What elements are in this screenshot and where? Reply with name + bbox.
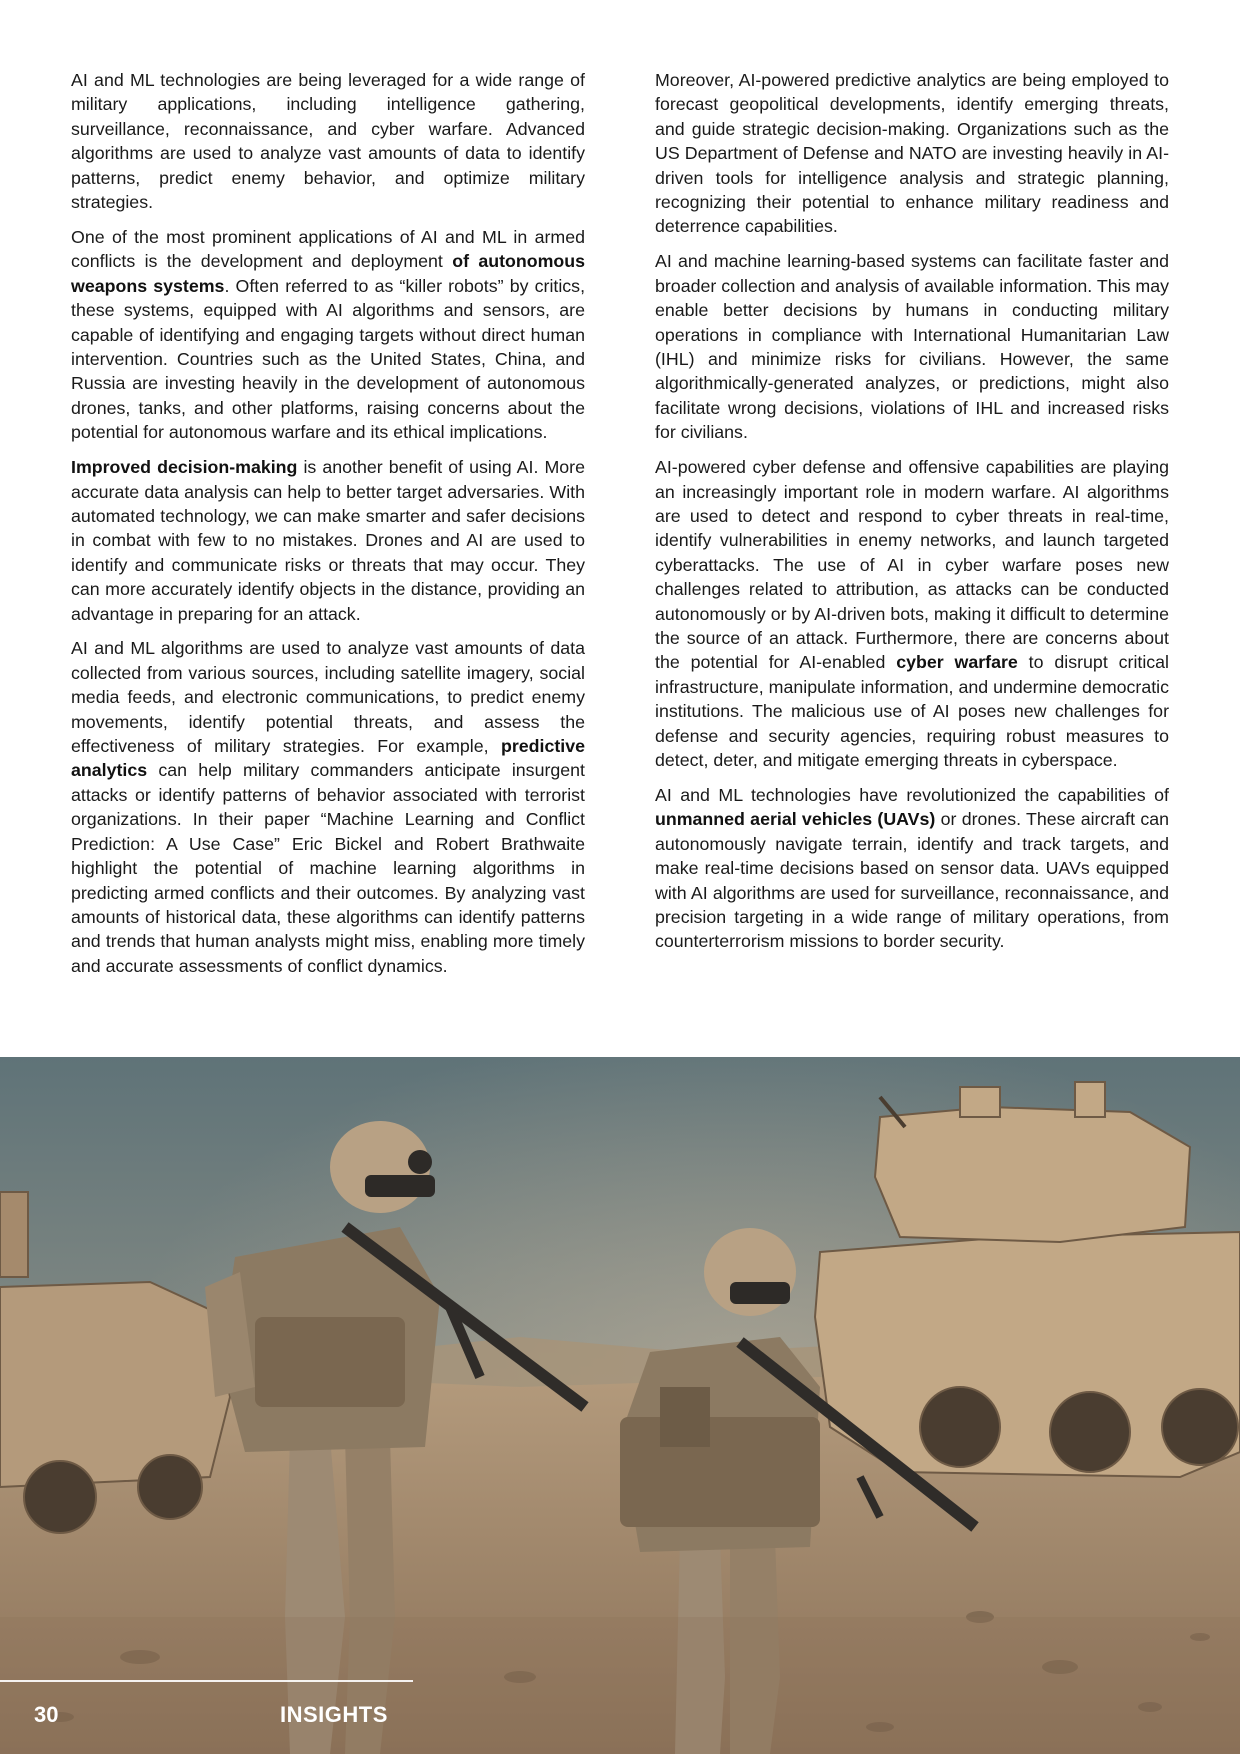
text-run: can help military commanders anticipate insurgent attacks or identify patterns of behavior associated with terrorist organizations. In their paper “Machine Learning and Conflict Prediction: A Use Case” Eric Bickel and Robert Brathwaite highlight the potential of machine learning algorithms in predicting armed conflicts and their outcomes. By analyzing vast amounts of historical data, these algorithms can identify patterns and trends that human analysts might miss, enabling more timely and accurate assessments of conflict dynamics. <box>71 760 585 976</box>
paragraph <box>655 68 1169 239</box>
bold-term: of autonomous weapons systems <box>71 251 585 296</box>
paragraph <box>71 68 585 214</box>
text-run: is another benefit of using AI. More accurate data analysis can help to better target adversaries. With automated technology, we can make smarter and safer decisions in combat with few to no mistakes. Drones and AI are used to identify and communicate risks or threats that may occur. They can more accurately identify objects in the distance, providing an advantage in preparing for an attack. <box>71 457 585 624</box>
text-run: AI and ML algorithms are used to analyze vast amounts of data collected from various sources, including satellite imagery, social media feeds, and electronic communications, to predict enemy movements, identify potential threats, and assess the effectiveness of military strategies. For example, <box>71 638 585 757</box>
article-body <box>71 68 1169 1013</box>
section-label: INSIGHTS <box>280 1702 388 1727</box>
footer-rule <box>0 1680 413 1682</box>
text-run: AI and ML technologies have revolutionized the capabilities of <box>655 784 1169 805</box>
text-run: or drones. These aircraft can autonomously navigate terrain, identify and track targets, and make real-time decisions based on sensor data. UAVs equipped with AI algorithms are used for surveillance, reconnaissance, and precision targeting in a wide range of military operations, from counterterrorism missions to border security. <box>655 809 1169 952</box>
left-column <box>71 68 585 1013</box>
paragraph <box>655 249 1169 444</box>
paragraph <box>655 455 1169 772</box>
bold-term: Improved decision-making <box>71 457 298 478</box>
page-number: 30 <box>34 1702 59 1727</box>
armored-vehicle-right <box>815 1082 1240 1477</box>
text-run: AI and machine learning-based systems can facilitate faster and broader collection and analysis of available information. This may enable better decisions by humans in conducting military operations in compliance with International Humanitarian Law (IHL) and minimize risks for civilians. However, the same algorithmically-generated analyzes, or predictions, might also facilitate wrong decisions, violations of IHL and increased risks for civilians. <box>655 251 1169 443</box>
paragraph <box>71 455 585 626</box>
bold-term: cyber warfare <box>896 652 1018 673</box>
text-run: AI and ML technologies are being leveraged for a wide range of military applications, including intelligence gathering, surveillance, reconnaissance, and cyber warfare. Advanced algorithms are used to analyze vast amounts of data to identify patterns, predict enemy behavior, and optimize military strategies. <box>71 70 585 213</box>
right-column <box>655 68 1169 1013</box>
bold-term: unmanned aerial vehicles (UAVs) <box>655 809 936 830</box>
paragraph <box>655 783 1169 954</box>
paragraph <box>71 225 585 445</box>
text-run: One of the most prominent applications of AI and ML in armed conflicts is the development and deployment <box>71 226 585 272</box>
soldiers-desert-photo <box>0 1057 1240 1754</box>
text-run: AI-powered cyber defense and offensive capabilities are playing an increasingly important role in modern warfare. AI algorithms are used to detect and respond to cyber threats in real-time, identify vulnerabilities in enemy networks, and launch targeted cyberattacks. The use of AI in cyber warfare poses new challenges related to attribution, as attacks can be conducted autonomously or by AI-driven bots, making it difficult to determine the source of an attack. Furthermore, there are concerns about the potential for AI-enabled <box>655 457 1169 673</box>
text-run: to disrupt critical infrastructure, manipulate information, and undermine democratic institutions. The malicious use of AI poses new challenges for defense and security agencies, requiring robust measures to detect, deter, and mitigate emerging threats in cyberspace. <box>655 652 1170 770</box>
text-run: Moreover, AI-powered predictive analytics are being employed to forecast geopolitical developments, identify emerging threats, and guide strategic decision-making. Organizations such as the US Department of Defense and NATO are investing heavily in AI-driven tools for intelligence analysis and strategic planning, recognizing their potential to enhance military readiness and deterrence capabilities. <box>655 70 1169 237</box>
paragraph <box>71 636 585 978</box>
text-run: . Often referred to as “killer robots” by critics, these systems, equipped with AI algorithms and sensors, are capable of identifying and engaging targets without direct human intervention. Countries such as the United States, China, and Russia are investing heavily in the development of autonomous drones, tanks, and other platforms, raising concerns about the potential for autonomous warfare and its ethical implications. <box>71 275 586 443</box>
bold-term: predictive analytics <box>71 736 585 781</box>
